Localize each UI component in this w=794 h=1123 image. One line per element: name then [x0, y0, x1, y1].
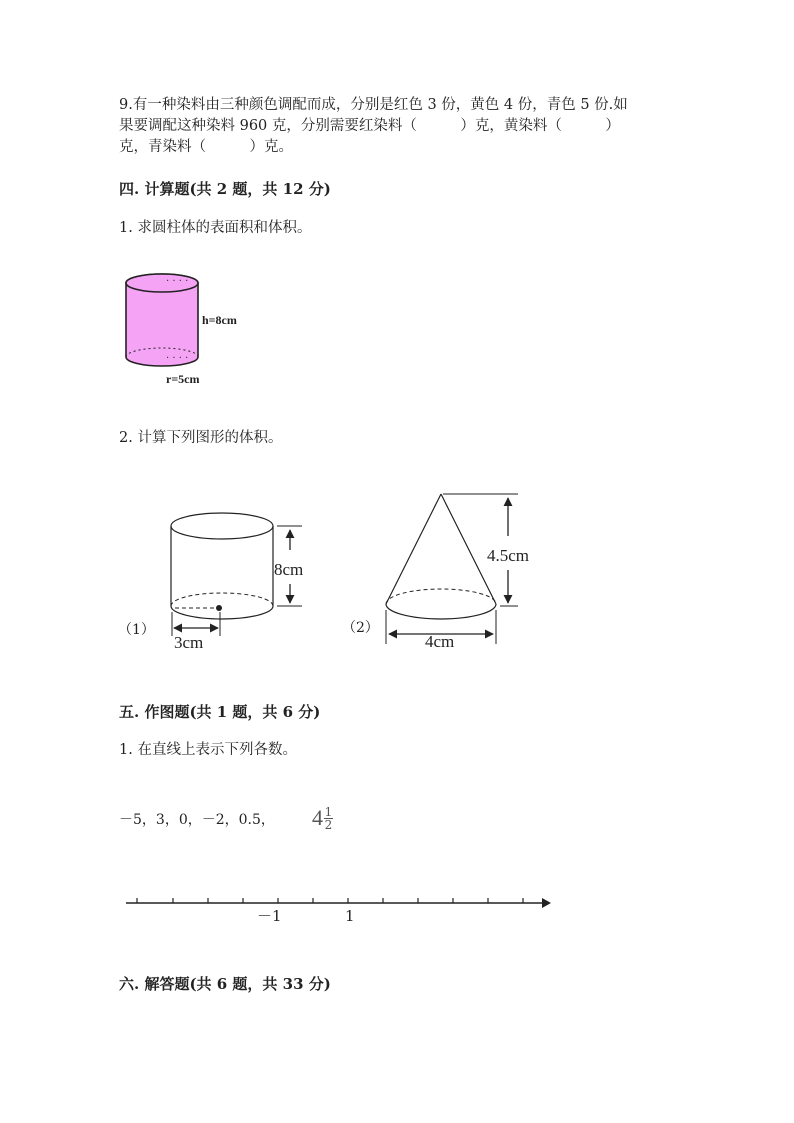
tick-label-neg-1: －1 [257, 907, 282, 925]
question-9-line-1: 9.有一种染料由三种颜色调配而成，分别是红色 3 份，黄色 4 份，青色 5 份.如 [119, 97, 628, 113]
section-4-title: 四. 计算题(共 2 题，共 12 分) [119, 180, 331, 198]
bottom-dots: · · · · [166, 353, 189, 364]
fraction-denominator: 2 [324, 817, 333, 832]
section-6-title: 六. 解答题(共 6 题，共 33 分) [119, 975, 331, 993]
section-4-question-2: 2. 计算下列图形的体积。 [119, 430, 283, 446]
top-dots: · · · · [166, 276, 189, 287]
tick-label-1: 1 [345, 907, 355, 925]
section-4-question-1: 1. 求圆柱体的表面积和体积。 [119, 220, 312, 236]
cone-diameter-label: 4cm [425, 632, 455, 651]
cylinder-radius-label: 3cm [174, 633, 204, 652]
question-9-line-2: 果要调配这种染料 960 克，分别需要红染料（ ）克，黄染料（ ） [119, 118, 620, 134]
cone-shape [386, 494, 496, 619]
height-label: h=8cm [202, 313, 237, 327]
question-9 [119, 95, 689, 158]
mixed-number [312, 805, 333, 831]
cylinder-shape [171, 513, 273, 619]
question-9-line-3: 克，青染料（ ）克。 [119, 139, 293, 155]
number-line[interactable] [120, 890, 560, 930]
section-5-question-1: 1. 在直线上表示下列各数。 [119, 742, 297, 758]
figure-1-label: （1） [118, 622, 155, 638]
mixed-number-whole: 4 [312, 805, 323, 830]
section-5-title: 五. 作图题(共 1 题，共 6 分) [119, 703, 321, 721]
radius-label: r=5cm [166, 372, 200, 386]
volume-figures [110, 488, 550, 658]
cylinder-height-label: 8cm [274, 560, 304, 579]
figure-2-label: （2） [342, 620, 379, 636]
cone-height-label: 4.5cm [487, 546, 530, 565]
pink-cylinder-figure [110, 268, 260, 393]
fraction-numerator: 1 [324, 804, 333, 819]
numbers-list: －5，3，0，－2，0.5， [119, 812, 275, 828]
number-line-arrow [542, 898, 551, 908]
mixed-number-fraction [324, 806, 333, 831]
